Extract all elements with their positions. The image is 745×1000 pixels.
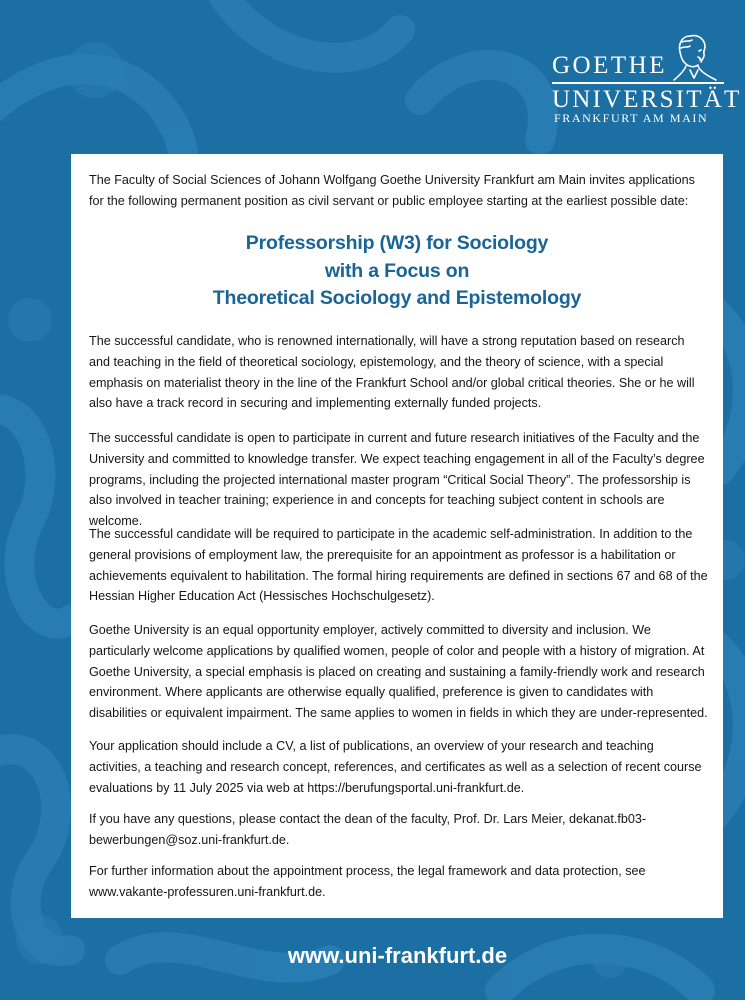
body-paragraph-application: Your application should include a CV, a list of publications, an overview of your research and teaching activities, a teaching and research concept, references, and certificates as well as a selection of recent course evaluations by 11 July 2025 via web at https://berufungsportal.uni-frankfurt.de. <box>89 739 702 795</box>
title-line-2: with a Focus on <box>324 259 470 282</box>
title-line-1: Professorship (W3) for Sociology <box>245 232 549 254</box>
logo-line-universitaet: UNIVERSITÄT <box>552 86 742 113</box>
intro-paragraph: The Faculty of Social Sciences of Johann Wolfgang Goethe University Frankfurt am Main invites applications for the following permanent position as civil servant or public employee starting at the earliest possible date: <box>89 173 695 208</box>
logo-line-goethe: GOETHE <box>552 52 667 79</box>
body-paragraph-diversity: Goethe University is an equal opportunity employer, actively committed to diversity and inclusion. We particularly welcome applications by qualified women, people of color and people with a history of migration. At Goethe University, a special emphasis is placed on creating and sustaining a family-friendly work and research environment. Where applicants are otherwise equally qualified, preference is given to candidates with disabilities or equivalent impairment. The same applies to women in fields in which they are under-represented. <box>89 623 708 721</box>
logo-divider <box>552 82 724 84</box>
body-paragraph-requirements: The successful candidate will be required to participate in the academic self-administration. In addition to the general provisions of employment law, the prerequisite for an appointment as professor is a habilitation or achievements equivalent to habilitation. The formal hiring requirements are defined in sections 67 and 68 of the Hessian Higher Education Act (Hessisches Hochschulgesetz). <box>89 527 708 604</box>
body-paragraph-profile: The successful candidate, who is renowned internationally, will have a strong reputation based on research and teaching in the field of theoretical sociology, epistemology, and the theory of science, with a special emphasis on materialist theory in the line of the Frankfurt School and/or global critical theories. She or he will also have a track record in securing and implementing externally funded projects. <box>89 334 695 411</box>
body-paragraph-further-info: For further information about the appointment process, the legal framework and data protection, see www.vakante-professuren.uni-frankfurt.de. <box>89 864 646 899</box>
body-paragraph-contact: If you have any questions, please contact the dean of the faculty, Prof. Dr. Lars Meier, dekanat.fb03-bewerbungen@soz.uni-frankfurt.de. <box>89 812 647 847</box>
logo-line-frankfurt: FRANKFURT AM MAIN <box>554 111 709 125</box>
body-paragraph-research: The successful candidate is open to participate in current and future research initiatives of the Faculty and the University and committed to knowledge transfer. We expect teaching engagement in all of the Faculty’s degree programs, including the projected international master program “Critical Social Theory”. The professorship is also involved in teacher training; experience in and concepts for teaching subject content in schools are welcome. <box>89 431 705 529</box>
footer-website-link[interactable]: www.uni-frankfurt.de <box>287 943 508 968</box>
job-posting-card <box>71 154 723 918</box>
title-line-3: Theoretical Sociology and Epistemology <box>212 287 582 309</box>
position-title <box>71 230 723 313</box>
goethe-portrait-icon <box>668 30 724 84</box>
goethe-university-logo <box>548 30 742 130</box>
